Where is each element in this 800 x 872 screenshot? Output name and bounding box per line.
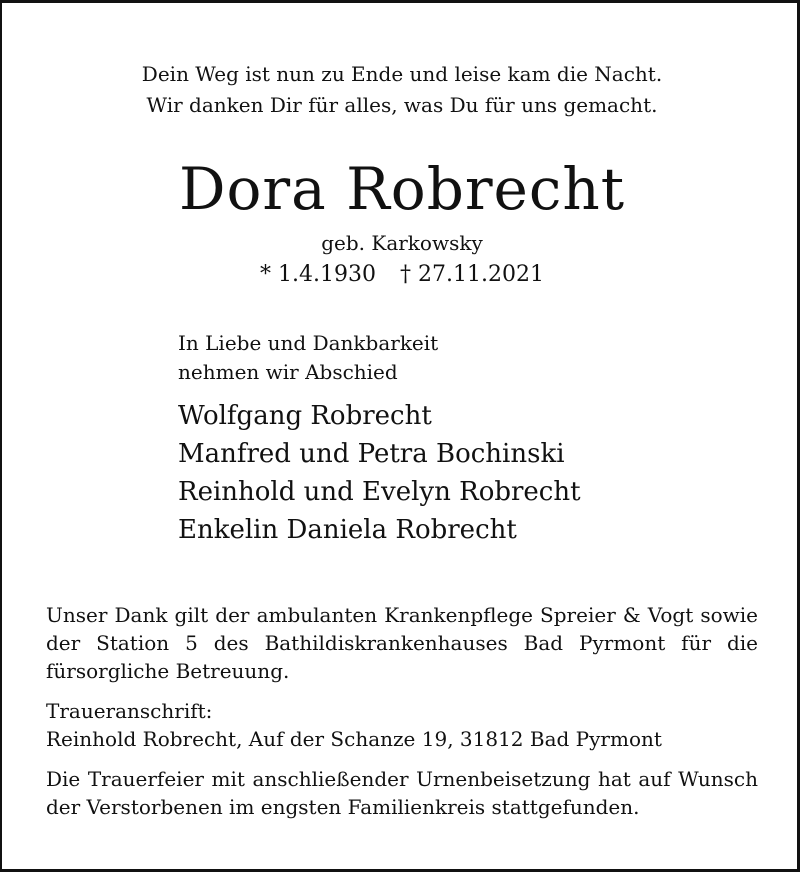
farewell-line: In Liebe und Dankbarkeit xyxy=(178,331,439,355)
memorial-poem xyxy=(2,59,800,121)
address-heading: Traueranschrift: xyxy=(46,699,213,723)
mourner-name: Manfred und Petra Bochinski xyxy=(178,439,565,469)
farewell-text xyxy=(178,329,438,387)
mourner-name: Enkelin Daniela Robrecht xyxy=(178,515,517,545)
mourners-list xyxy=(178,397,581,549)
mourner-name: Reinhold und Evelyn Robrecht xyxy=(178,477,581,507)
life-dates xyxy=(2,259,800,291)
birth-date: * 1.4.1930 xyxy=(260,262,376,287)
thanks-paragraph: Unser Dank gilt der ambulanten Krankenpflege Spreier & Vogt sowie der Station 5 des Bathildiskrankenhauses Bad Pyrmont für die fürsorgliche Betreuung. xyxy=(46,603,758,683)
poem-line: Wir danken Dir für alles, was Du für uns gemacht. xyxy=(146,93,658,117)
farewell-line: nehmen wir Abschied xyxy=(178,360,398,384)
mourning-address: Reinhold Robrecht, Auf der Schanze 19, 31812 Bad Pyrmont xyxy=(46,727,662,751)
death-date: † 27.11.2021 xyxy=(400,262,544,287)
poem-line: Dein Weg ist nun zu Ende und leise kam die Nacht. xyxy=(141,62,663,86)
funeral-note: Die Trauerfeier mit anschließender Urnenbeisetzung hat auf Wunsch der Verstorbenen im engsten Familienkreis stattgefunden. xyxy=(46,767,758,819)
deceased-name: Dora Robrecht xyxy=(178,155,626,223)
mourner-name: Wolfgang Robrecht xyxy=(178,401,432,431)
maiden-name: geb. Karkowsky xyxy=(321,231,483,255)
